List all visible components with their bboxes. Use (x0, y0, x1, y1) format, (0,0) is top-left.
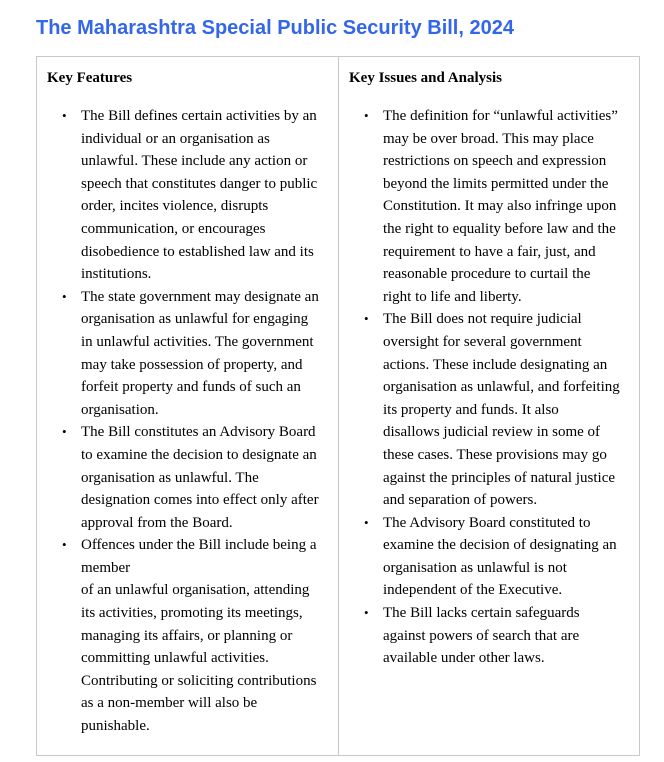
text-line: available under other laws. (383, 650, 545, 667)
text-line: Constitution. It may also infringe upon (383, 198, 617, 215)
text-line: right to life and liberty. (383, 288, 522, 305)
text-line: institutions. (81, 266, 152, 283)
list-item (47, 105, 330, 286)
list-item (349, 602, 631, 670)
text-line: approval from the Board. (81, 514, 233, 531)
text-line: actions. These include designating an (383, 356, 608, 373)
text-line: against the principles of natural justice (383, 469, 616, 486)
text-line: member (81, 559, 131, 576)
text-line: against powers of search that are (383, 627, 580, 644)
text-line: forfeit property and funds of such an (81, 379, 301, 396)
text-line: organisation as unlawful, and forfeiting (383, 379, 620, 396)
text-line: disallows judicial review in some of (383, 424, 601, 441)
list-item (349, 308, 631, 511)
text-line: organisation as unlawful is not (383, 559, 567, 576)
column-heading: Key Issues and Analysis (349, 70, 502, 86)
list-item (349, 512, 631, 602)
text-line: restrictions on speech and expression (383, 153, 607, 170)
text-line: its property and funds. It also (383, 401, 559, 418)
text-line: organisation. (81, 401, 159, 418)
text-line: in unlawful activities. The government (81, 333, 314, 350)
list-item (47, 534, 330, 737)
text-line: communication, or encourages (81, 220, 266, 237)
text-line: these cases. These provisions may go (383, 446, 607, 463)
text-line: may be over broad. This may place (383, 130, 594, 147)
text-line: order, incites violence, disrupts (81, 198, 269, 215)
column-heading: Key Features (47, 70, 133, 86)
text-line: • Offences under the Bill include being a (81, 537, 317, 554)
text-line: beyond the limits permitted under the (383, 175, 609, 192)
text-line: • The Bill does not require judicial (383, 311, 582, 328)
text-line: and separation of powers. (383, 492, 538, 509)
key-issues-column (338, 57, 639, 755)
text-line: may take possession of property, and (81, 356, 303, 373)
text-line: designation comes into effect only after (81, 492, 319, 509)
text-line: disobedience to established law and its (81, 243, 314, 260)
text-line: its activities, promoting its meetings, (81, 605, 303, 622)
text-line: oversight for several government (383, 333, 582, 350)
text-line: • The state government may designate an (81, 288, 319, 305)
text-line: managing its affairs, or planning or (81, 627, 293, 644)
key-features-column (37, 57, 338, 755)
text-line: unlawful. These include any action or (81, 153, 308, 170)
list-item (47, 286, 330, 422)
text-line: • The Bill defines certain activities by an (81, 108, 317, 124)
text-line: committing unlawful activities. (81, 650, 269, 667)
text-line: Contributing or soliciting contributions (81, 672, 317, 689)
text-line: independent of the Executive. (383, 582, 563, 599)
page-title: The Maharashtra Special Public Security Bill, 2024 (36, 17, 514, 39)
text-line: to examine the decision to designate an (81, 446, 317, 463)
text-line: as a non-member will also be (81, 695, 258, 712)
list-item (349, 105, 631, 308)
text-line: of an unlawful organisation, attending (81, 582, 310, 599)
list-item (47, 421, 330, 534)
bullet-list (349, 105, 631, 670)
text-line: • The Advisory Board constituted to (383, 514, 591, 531)
text-line: speech that constitutes danger to public (81, 175, 318, 192)
text-line: requirement to have a fair, just, and (383, 243, 596, 260)
bullet-list (47, 105, 330, 738)
text-line: the right to equality before law and the (383, 220, 616, 237)
text-line: • The definition for “unlawful activities” (383, 108, 618, 124)
text-line: individual or an organisation as (81, 130, 270, 147)
text-line: • The Bill constitutes an Advisory Board (81, 424, 316, 441)
text-line: organisation as unlawful. The (81, 469, 259, 486)
text-line: • The Bill lacks certain safeguards (383, 605, 580, 622)
text-line: punishable. (81, 718, 150, 735)
text-line: organisation as unlawful for engaging (81, 311, 309, 328)
text-line: examine the decision of designating an (383, 537, 617, 554)
text-line: reasonable procedure to curtail the (383, 266, 591, 283)
comparison-table (36, 56, 640, 756)
